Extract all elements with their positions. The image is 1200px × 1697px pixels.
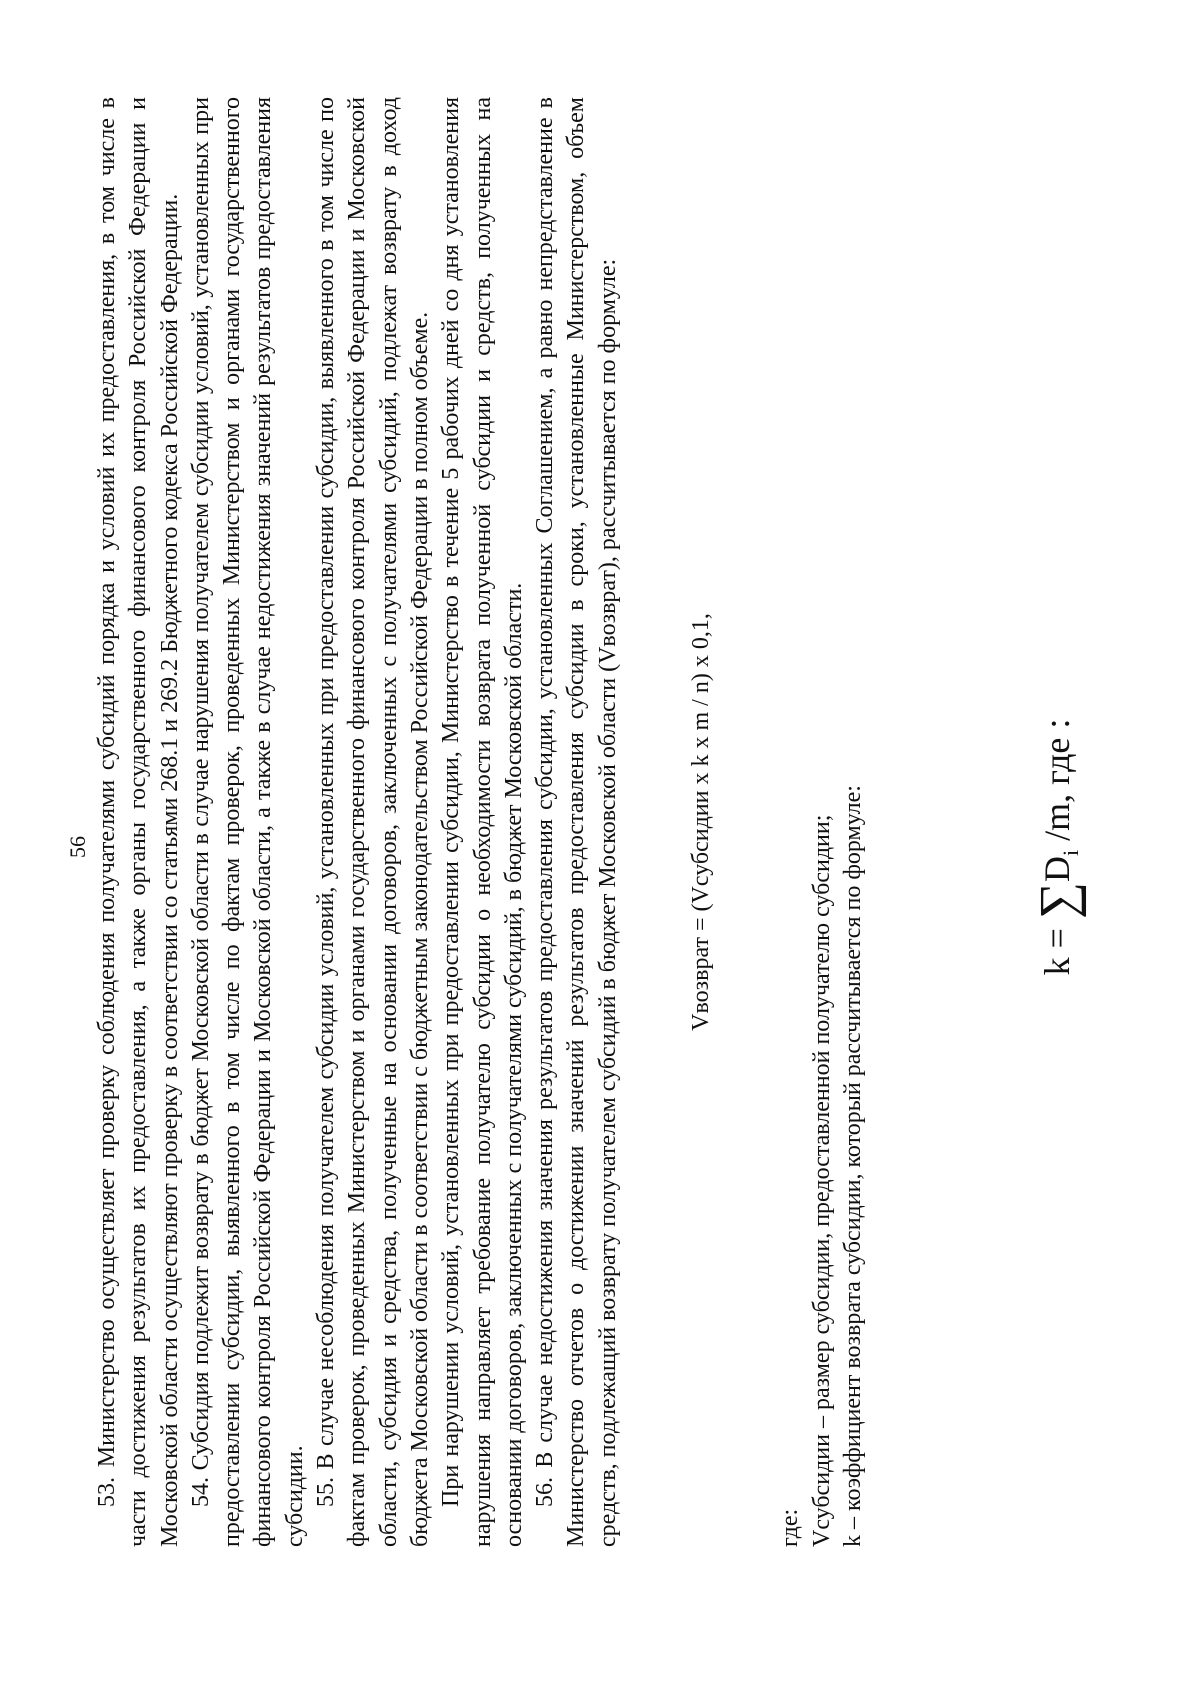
paragraph-53: 53. Министерство осуществляет проверку соблюдения получателями субсидий порядка и условий их предоставления, в том числе в части достижения результатов их предоставления, а также органы государственного финансового контроля Российской Федерации и Московской области осуществляют проверку в соответствии со статьями 268.1 и 269.2 Бюджетного кодекса Российской Федерации. [94,97,183,1547]
sum-symbol-icon: ∑ [1030,882,1087,920]
legend-label: где: [777,1508,804,1547]
page-number: 56 [65,836,90,858]
formula-k-term: D [1037,856,1077,883]
paragraph-56: 56. В случае недостижения значения результатов предоставления субсидии, установленных Соглашением, а равно непредставление в Министерство отчетов о достижении значений результатов предоставления субсидии в сроки, установленные Министерством, объем средств, подлежащий возврату получателем субсидий в бюджет Московской области (Vвозврат), рассчитывается по формуле: [532,97,621,1547]
formula-coefficient-k [1030,587,1093,1107]
formula-k-lhs: k = [1037,919,1077,976]
paragraph-54: 54. Субсидия подлежит возврату в бюджет Московской области в случае нарушения получателем субсидии условий, установленных при предоставлении субсидии, выявленного в том числе по фактам проверок, проведенных Министерством и органами государственного финансового контроля Российской Федерации и Московской области, а также в случае недостижения значений результатов предоставления субсидии. [187,97,308,1547]
legend-item-k-coefficient: k – коэффициент возврата субсидии, который рассчитывается по формуле: [839,785,866,1547]
formula-legend [775,97,869,1547]
paragraph-55: 55. В случае несоблюдения получателем субсидии условий, установленных при предоставлении субсидии, выявленного в том числе по фактам проверок, проведенных Министерством и органами государственного финансового контроля Российской Федерации и Московской области, субсидия и средства, полученные на основании договоров, заключенных с получателями субсидий, подлежат возврату в доход бюджета Московской области в соответствии с бюджетным законодательством Российской Федерации в полном объеме. [313,97,433,1547]
paragraph-violation-return: При нарушении условий, установленных при предоставлении субсидии, Министерство в течение 5 рабочих дней со дня установления нарушения направляет требование получателю субсидии о необходимости возврата полученной субсидии и средств, полученных на основании договоров, заключенных с получателями субсидий, в бюджет Московской области. [438,97,527,1547]
formula-k-subscript: i [1058,849,1083,857]
formula-return-amount: Vвозврат = (Vсубсидии x k x m / n) x 0,1, [688,613,715,1031]
document-body [92,97,869,1547]
legend-item-v-subsidy: Vсубсидии – размер субсидии, предоставленной получателю субсидии; [808,814,835,1547]
formula-k-rest: /m, где : [1037,718,1077,850]
